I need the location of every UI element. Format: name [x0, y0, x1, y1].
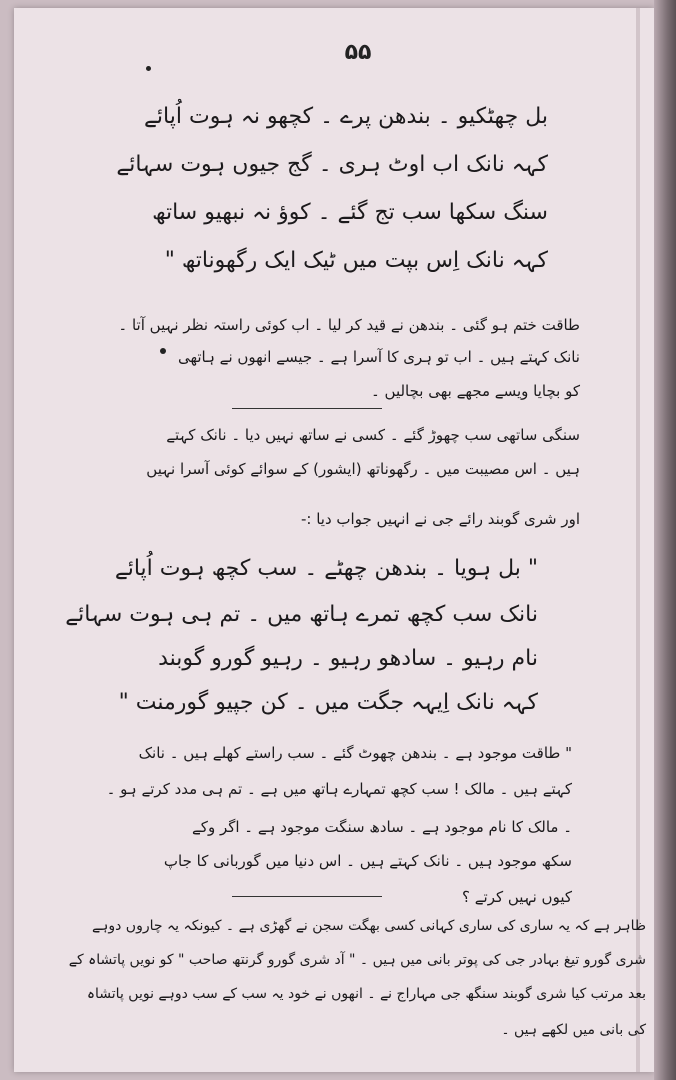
prose-line: بعد مرتب کیا شری گوبند سنگھ جی مہاراج نے ۔ انھوں نے خود یہ سب کے سب دوہے نویں پاتشاہ	[86, 986, 646, 1002]
verse-line: " بل ہویا ۔ بندھن چھٹے ۔ سب کچھ ہوت اُپائے	[114, 556, 538, 581]
prose-line: اور شری گوبند رائے جی نے انہیں جواب دیا :-	[300, 510, 580, 528]
page-number: ۵۵	[344, 40, 372, 65]
prose-line: نانک کہتے ہیں ۔ اب تو ہری کا آسرا ہے ۔ جیسے انھوں نے ہاتھی	[177, 348, 580, 366]
prose-line: " طاقت موجود ہے ۔ بندھن چھوٹ گئے ۔ سب راستے کھلے ہیں ۔ نانک	[138, 744, 572, 762]
verse-line: کہہ نانک اب اوٹ ہری ۔ گج جیوں ہوت سہائے	[116, 152, 548, 177]
prose-line: سکھ موجود ہیں ۔ نانک کہتے ہیں ۔ اس دنیا میں گوربانی کا جاپ	[163, 852, 572, 870]
verse-line: کہہ نانک اِیہہ جگت میں ۔ کن جپیو گورمنت "	[118, 690, 538, 715]
prose-line: طاقت ختم ہو گئی ۔ بندھن نے قید کر لیا ۔ اب کوئی راستہ نظر نہیں آتا ۔	[118, 316, 580, 334]
prose-line: ظاہر ہے کہ یہ ساری کی ساری کہانی کسی بھگت سجن نے گھڑی ہے ۔ کیونکہ یہ چاروں دوہے	[91, 918, 646, 934]
book-gutter	[654, 0, 676, 1080]
verse-line: سنگ سکھا سب تج گئے ۔ کوؤ نہ نبھیو ساتھ	[152, 200, 548, 225]
prose-line: ہیں ۔ اس مصیبت میں ۔ رگھوناتھ (ایشور) کے سوائے کوئی آسرا نہیں	[146, 460, 580, 478]
prose-line: کہتے ہیں ۔ مالک ! سب کچھ تمہارے ہاتھ میں ہے ۔ تم ہی مدد کرتے ہو ۔	[106, 780, 572, 798]
divider	[232, 408, 382, 409]
prose-line: کو بچایا ویسے مجھے بھی بچالیں ۔	[370, 382, 580, 400]
prose-line: سنگی ساتھی سب چھوڑ گئے ۔ کسی نے ساتھ نہیں دیا ۔ نانک کہتے	[166, 426, 580, 444]
prose-line: ۔ مالک کا نام موجود ہے ۔ سادھ سنگت موجود ہے ۔ اگر وکے	[192, 818, 572, 836]
divider	[232, 896, 382, 897]
verse-line: کہہ نانک اِس بپت میں ٹیک ایک رگھوناتھ "	[164, 248, 548, 273]
prose-line: شری گورو تیغ بہادر جی کی پوتر بانی میں ہیں ۔ " آد شری گورو گرنتھ صاحب " کو نویں پاتشاہ کے	[68, 952, 646, 968]
verse-line: نام رہیو ۔ سادھو رہیو ۔ رہیو گورو گوبند	[158, 646, 538, 671]
verse-line: بل چھٹکیو ۔ بندھن پرے ۔ کچھو نہ ہوت اُپائے	[144, 104, 548, 129]
page-edge	[636, 8, 640, 1072]
verse-line: نانک سب کچھ تمرے ہاتھ میں ۔ تم ہی ہوت سہائے	[65, 602, 538, 627]
ink-speck	[146, 66, 151, 71]
prose-line: کیوں نہیں کرتے ؟	[462, 888, 572, 906]
prose-line: کی بانی میں لکھے ہیں ۔	[501, 1022, 646, 1038]
